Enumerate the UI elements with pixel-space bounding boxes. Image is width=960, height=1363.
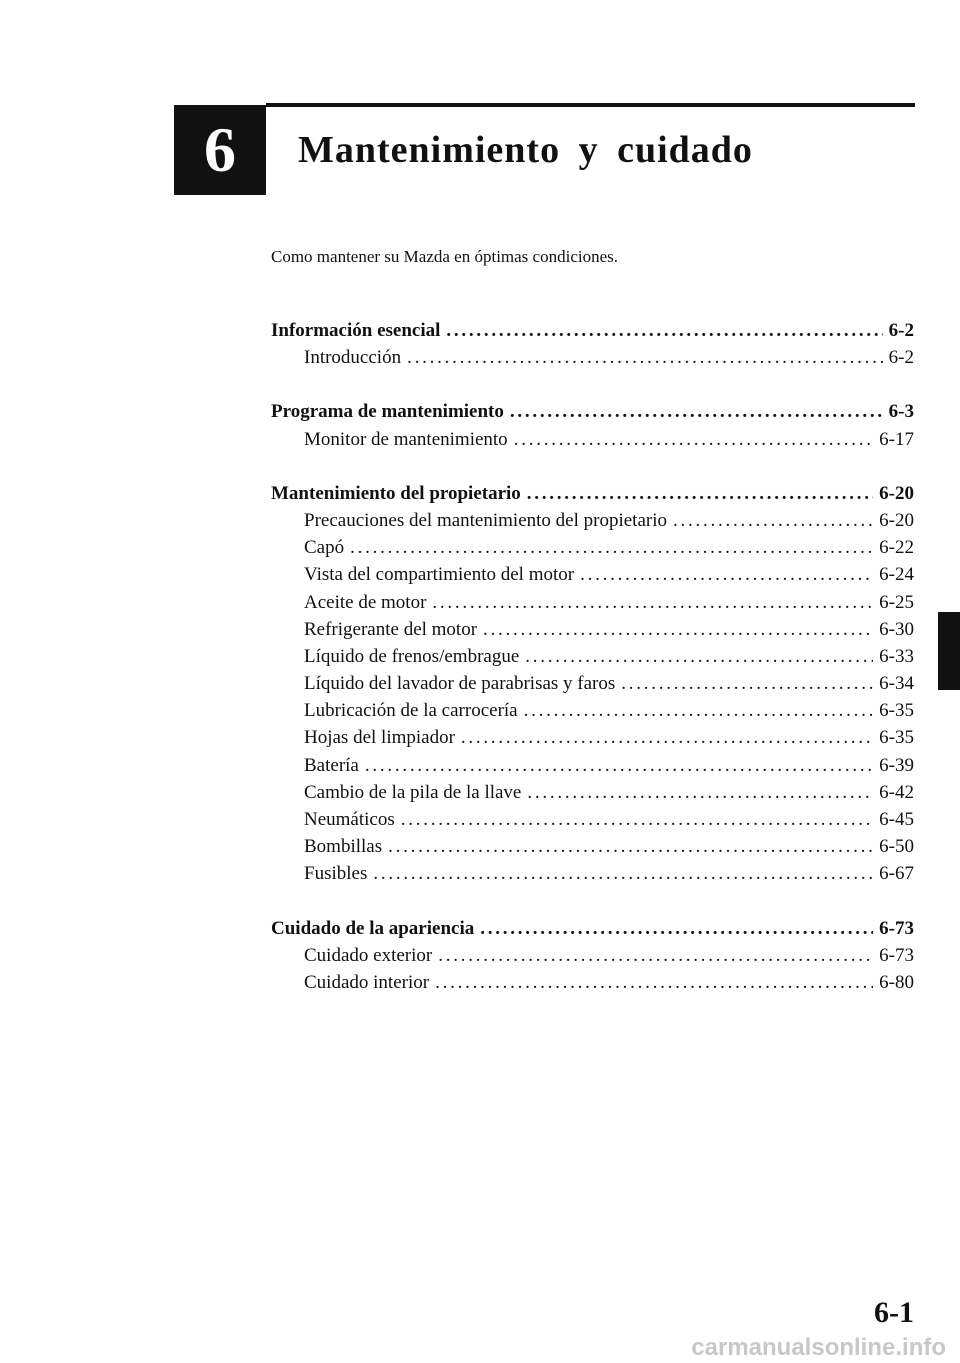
toc-entry-page: 6-25 <box>879 591 914 613</box>
toc-entry-title: Líquido del lavador de parabrisas y faros <box>304 673 616 695</box>
toc-leader-dots <box>435 972 873 994</box>
table-of-contents <box>271 320 914 1026</box>
toc-item[interactable] <box>271 863 914 890</box>
toc-entry-title: Refrigerante del motor <box>304 618 478 640</box>
toc-leader-dots <box>483 619 873 641</box>
toc-entry-page: 6-35 <box>879 700 914 722</box>
toc-entry-title: Hojas del limpiador <box>304 727 455 749</box>
toc-leader-dots <box>365 755 873 777</box>
toc-entry-page: 6-39 <box>879 754 914 776</box>
watermark: carmanualsonline.info <box>691 1334 946 1361</box>
toc-item[interactable] <box>271 510 914 537</box>
toc-leader-dots <box>407 347 883 369</box>
toc-entry-title: Introducción <box>304 347 402 369</box>
toc-entry-page: 6-22 <box>879 537 914 559</box>
toc-entry-title: Cambio de la pila de la llave <box>304 781 522 803</box>
toc-item[interactable] <box>271 537 914 564</box>
toc-item[interactable] <box>271 727 914 754</box>
toc-entry-title: Aceite de motor <box>304 591 427 613</box>
toc-entry-page: 6-34 <box>879 673 914 695</box>
chapter-number: 6 <box>204 114 236 185</box>
toc-entry-title: Cuidado de la apariencia <box>271 917 475 939</box>
toc-item[interactable] <box>271 592 914 619</box>
toc-section-heading[interactable] <box>271 401 914 428</box>
toc-entry-page: 6-2 <box>888 320 914 341</box>
toc-entry-title: Batería <box>304 754 359 776</box>
toc-entry-page: 6-17 <box>879 428 914 450</box>
toc-item[interactable] <box>271 673 914 700</box>
toc-entry-title: Bombillas <box>304 836 383 858</box>
toc-entry-title: Capó <box>304 537 345 559</box>
chapter-title: Mantenimiento y cuidado <box>298 129 753 171</box>
toc-entry-page: 6-73 <box>879 944 914 966</box>
toc-leader-dots <box>388 836 873 858</box>
toc-leader-dots <box>525 646 873 668</box>
toc-item[interactable] <box>271 646 914 673</box>
toc-entry-title: Líquido de frenos/embrague <box>304 645 520 667</box>
toc-section <box>271 401 914 455</box>
toc-entry-title: Mantenimiento del propietario <box>271 482 521 504</box>
toc-entry-page: 6-35 <box>879 727 914 749</box>
page-number: 6-1 <box>874 1296 914 1329</box>
toc-entry-page: 6-45 <box>879 809 914 830</box>
toc-item[interactable] <box>271 755 914 782</box>
toc-section-heading[interactable] <box>271 320 914 347</box>
toc-section-heading[interactable] <box>271 918 914 945</box>
toc-item[interactable] <box>271 564 914 591</box>
toc-entry-title: Neumáticos <box>304 809 395 830</box>
toc-entry-page: 6-24 <box>879 564 914 586</box>
toc-item[interactable] <box>271 972 914 999</box>
toc-leader-dots <box>514 429 873 451</box>
toc-entry-title: Precauciones del mantenimiento del propietario <box>304 509 667 531</box>
toc-leader-dots <box>621 673 873 695</box>
toc-section <box>271 320 914 374</box>
toc-entry-page: 6-67 <box>879 863 914 885</box>
toc-leader-dots <box>510 401 883 423</box>
toc-item[interactable] <box>271 619 914 646</box>
toc-leader-dots <box>373 863 873 885</box>
toc-section <box>271 483 914 891</box>
chapter-subtitle: Como mantener su Mazda en óptimas condiciones. <box>271 247 618 266</box>
toc-section-heading[interactable] <box>271 483 914 510</box>
toc-leader-dots <box>350 537 873 559</box>
toc-leader-dots <box>673 510 873 532</box>
toc-item[interactable] <box>271 809 914 836</box>
chapter-side-tab <box>938 612 960 690</box>
toc-entry-title: Cuidado exterior <box>304 944 433 966</box>
toc-leader-dots <box>432 592 873 614</box>
toc-entry-page: 6-42 <box>879 781 914 803</box>
chapter-number-box <box>174 105 266 195</box>
toc-item[interactable] <box>271 700 914 727</box>
toc-entry-title: Monitor de mantenimiento <box>304 428 508 450</box>
toc-entry-page: 6-30 <box>879 618 914 640</box>
toc-section <box>271 918 914 1000</box>
toc-entry-title: Vista del compartimiento del motor <box>304 564 575 586</box>
toc-entry-title: Cuidado interior <box>304 971 430 993</box>
toc-entry-title: Información esencial <box>271 320 441 341</box>
toc-entry-page: 6-33 <box>879 645 914 667</box>
header-rule <box>266 103 915 107</box>
toc-leader-dots <box>446 320 882 342</box>
toc-item[interactable] <box>271 347 914 374</box>
toc-leader-dots <box>401 809 873 831</box>
toc-entry-page: 6-2 <box>888 347 914 369</box>
toc-entry-title: Lubricación de la carrocería <box>304 700 518 722</box>
toc-entry-page: 6-20 <box>879 509 914 531</box>
toc-entry-page: 6-20 <box>879 482 914 504</box>
toc-entry-page: 6-80 <box>879 971 914 993</box>
toc-entry-title: Fusibles <box>304 863 368 885</box>
toc-item[interactable] <box>271 429 914 456</box>
toc-entry-page: 6-50 <box>879 836 914 858</box>
toc-leader-dots <box>527 782 873 804</box>
toc-leader-dots <box>438 945 873 967</box>
toc-item[interactable] <box>271 836 914 863</box>
toc-entry-title: Programa de mantenimiento <box>271 401 504 423</box>
toc-leader-dots <box>580 564 873 586</box>
toc-item[interactable] <box>271 782 914 809</box>
toc-leader-dots <box>524 700 874 722</box>
toc-item[interactable] <box>271 945 914 972</box>
toc-entry-page: 6-3 <box>888 401 914 423</box>
toc-leader-dots <box>461 727 873 749</box>
toc-leader-dots <box>480 918 873 940</box>
toc-entry-page: 6-73 <box>879 917 914 939</box>
toc-leader-dots <box>527 483 873 505</box>
